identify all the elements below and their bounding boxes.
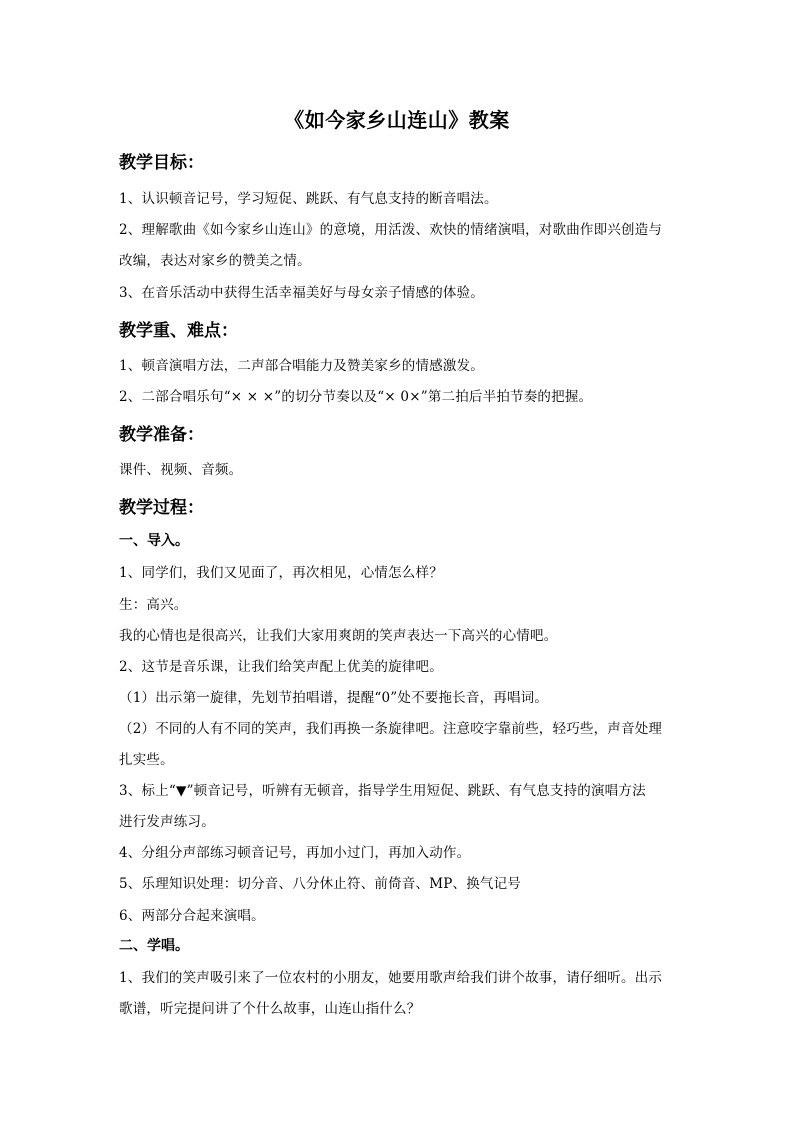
process-part2-heading: 二、学唱。 (119, 938, 189, 954)
process-part1-item-2: 生：高兴。 (119, 597, 188, 613)
key-points-item-1: 1、顿音演唱方法，二声部合唱能力及赞美家乡的情感激发。 (119, 358, 484, 374)
document-title: 《如今家乡山连山》教案 (284, 108, 510, 132)
key-points-item-2: 2、二部合唱乐句“× × ×”的切分节奏以及“× 0×”第二拍后半拍节奏的把握。 (119, 389, 593, 405)
process-part1-item-7: 3、标上“▼”顿音记号，听辨有无顿音，指导学生用短促、跳跃、有气息支持的演唱方法 (119, 783, 646, 799)
key-points-heading: 教学重、难点： (119, 321, 238, 341)
process-part1-item-10: 6、两部分合起来演唱。 (119, 908, 265, 924)
goals-item-2: 2、理解歌曲《如今家乡山连山》的意境，用活泼、欢快的情绪演唱，对歌曲作即兴创造与 (119, 222, 663, 238)
goals-item-1: 1、认识顿音记号，学习短促、跳跃、有气息支持的断音唱法。 (119, 191, 498, 207)
process-part1-item-5: （1）出示第一旋律，先划节拍唱谱，提醒“0”处不要拖长音，再唱词。 (119, 690, 549, 706)
process-part1-item-7-cont: 进行发声练习。 (119, 814, 215, 830)
process-part2-item-1-cont: 歌谱，听完提问讲了个什么故事，山连山指什么？ (119, 1001, 421, 1017)
process-part1-item-6-cont: 扎实些。 (119, 752, 174, 768)
process-part1-item-8: 4、分组分声部练习顿音记号，再加小过门，再加入动作。 (119, 845, 471, 861)
goals-item-2-cont: 改编，表达对家乡的赞美之情。 (119, 253, 311, 269)
process-part1-item-9: 5、乐理知识处理：切分音、八分休止符、前倚音、MP、换气记号 (119, 876, 521, 892)
preparation-item-1: 课件、视频、音频。 (119, 462, 243, 478)
process-part1-item-1: 1、同学们，我们又见面了，再次相见，心情怎么样？ (119, 565, 443, 581)
goals-heading: 教学目标： (119, 153, 204, 173)
process-part2-item-1: 1、我们的笑声吸引来了一位农村的小朋友，她要用歌声给我们讲个故事，请仔细听。出示 (119, 970, 663, 986)
goals-item-3: 3、在音乐活动中获得生活幸福美好与母女亲子情感的体验。 (119, 285, 484, 301)
process-part1-heading: 一、导入。 (119, 533, 189, 549)
process-heading: 教学过程： (119, 498, 204, 518)
process-part1-item-3: 我的心情也是很高兴，让我们大家用爽朗的笑声表达一下高兴的心情吧。 (119, 628, 558, 644)
process-part1-item-4: 2、这节是音乐课，让我们给笑声配上优美的旋律吧。 (119, 659, 443, 675)
process-part1-item-6: （2）不同的人有不同的笑声，我们再换一条旋律吧。注意咬字靠前些，轻巧些，声音处理 (119, 721, 663, 737)
preparation-heading: 教学准备： (119, 425, 204, 445)
